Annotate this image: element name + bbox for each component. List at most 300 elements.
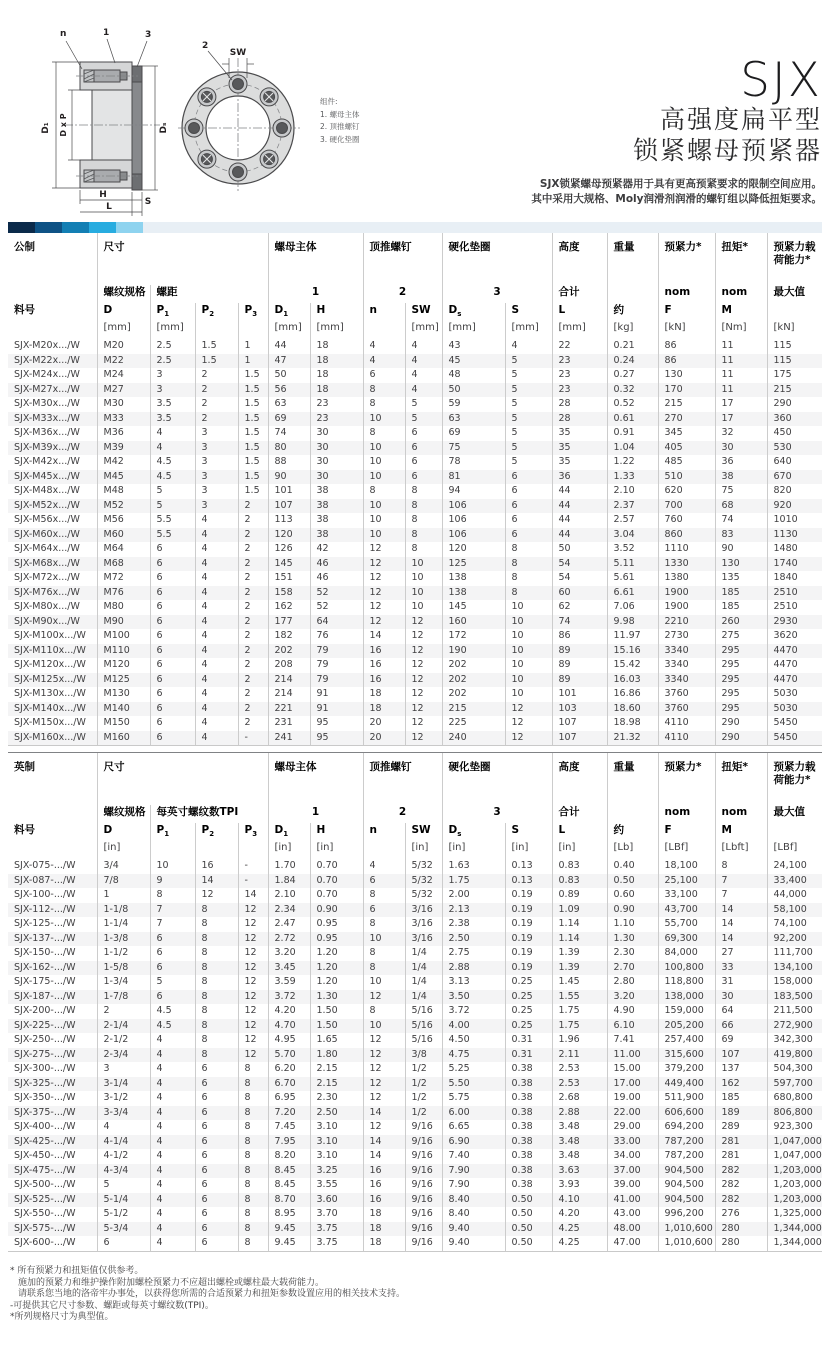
cell: 18 — [310, 368, 363, 383]
cell: 6 — [150, 586, 195, 601]
cell: 14 — [363, 1135, 405, 1150]
cell: 6 — [505, 499, 552, 514]
cell: 4 — [150, 1106, 195, 1121]
cell: 35 — [552, 426, 607, 441]
callout-n-label: n — [60, 29, 67, 39]
cell: 6 — [150, 731, 195, 746]
cell: 159,000 — [658, 1004, 715, 1019]
cell: 670 — [767, 470, 822, 485]
cell: 7.40 — [442, 1149, 505, 1164]
cell: 6 — [363, 903, 405, 918]
cell: 8.45 — [268, 1178, 310, 1193]
cell: 2 — [238, 499, 268, 514]
cell: 12 — [505, 731, 552, 746]
cell: 69 — [268, 412, 310, 427]
header-cell: 螺纹规格 — [97, 805, 150, 823]
cell: 4 — [150, 441, 195, 456]
header-cell — [238, 842, 268, 859]
cell: 8 — [195, 1019, 238, 1034]
table-row — [8, 426, 822, 441]
cell: 2 — [238, 629, 268, 644]
cell: 5.75 — [442, 1091, 505, 1106]
cell: 0.19 — [505, 903, 552, 918]
cell: 16.86 — [607, 687, 658, 702]
cell: 12 — [363, 1048, 405, 1063]
cell: 1380 — [658, 571, 715, 586]
header-cell: 3 — [442, 805, 552, 823]
cell: 787,200 — [658, 1135, 715, 1150]
header-cell: 预紧力* — [658, 233, 715, 285]
cell: 0.40 — [607, 859, 658, 874]
cell: 17.00 — [607, 1077, 658, 1092]
cell: 5-3/4 — [97, 1222, 150, 1237]
cell: 1110 — [658, 542, 715, 557]
table-row — [8, 1106, 822, 1121]
table-row — [8, 1164, 822, 1179]
cell: 0.38 — [505, 1106, 552, 1121]
cell: 8 — [238, 1091, 268, 1106]
cell: 23 — [552, 368, 607, 383]
cell: 8 — [195, 975, 238, 990]
cell: 806,800 — [767, 1106, 822, 1121]
cell: 405 — [658, 441, 715, 456]
cell: 44,000 — [767, 888, 822, 903]
header-cell: 顶推螺钉 — [363, 233, 442, 285]
cell: 18 — [363, 1236, 405, 1251]
header-cell: nom — [715, 805, 767, 823]
header-cell: S — [505, 823, 552, 842]
table-row — [8, 975, 822, 990]
cell: 2 — [238, 557, 268, 572]
cell: 5/32 — [405, 888, 442, 903]
cell: 3.48 — [552, 1120, 607, 1135]
cell: SJX-225-.../W — [14, 1019, 76, 1031]
accent-bar — [8, 222, 822, 233]
cell: 30 — [715, 441, 767, 456]
cell: 1.39 — [552, 946, 607, 961]
cell: 1.65 — [310, 1033, 363, 1048]
cell: 276 — [715, 1207, 767, 1222]
cell: 0.31 — [505, 1033, 552, 1048]
table-row — [8, 644, 822, 659]
cell: 6 — [195, 1062, 238, 1077]
cell: 4.20 — [552, 1207, 607, 1222]
cell: 295 — [715, 702, 767, 717]
cell: 6 — [150, 629, 195, 644]
cell: 90 — [715, 542, 767, 557]
cell: 113 — [268, 513, 310, 528]
spec-table — [8, 753, 822, 1252]
cell: 1480 — [767, 542, 822, 557]
cell: 12 — [363, 1062, 405, 1077]
cell: SJX-162-.../W — [14, 961, 76, 973]
cell: 4470 — [767, 673, 822, 688]
header-cell — [8, 842, 97, 859]
cell: 0.60 — [607, 888, 658, 903]
cell: SJX-075-.../W — [14, 860, 76, 871]
cell: 5/16 — [405, 1019, 442, 1034]
cell: 2.75 — [442, 946, 505, 961]
header-cell: [kg] — [607, 322, 658, 339]
cell: 2.15 — [310, 1077, 363, 1092]
cell: 2 — [238, 600, 268, 615]
header-cell: nom — [658, 805, 715, 823]
cell: 145 — [442, 600, 505, 615]
cell: 760 — [658, 513, 715, 528]
cell: 4 — [363, 339, 405, 354]
cell: 3 — [195, 470, 238, 485]
cell: 14 — [238, 888, 268, 903]
cell: 55,700 — [658, 917, 715, 932]
cell: 3.25 — [310, 1164, 363, 1179]
cell: 4 — [150, 1236, 195, 1251]
cell: M110 — [97, 644, 150, 659]
cell: 4 — [150, 426, 195, 441]
cell: 10 — [405, 571, 442, 586]
cell: 1.30 — [310, 990, 363, 1005]
cell: 7.45 — [268, 1120, 310, 1135]
cell: 4-1/4 — [97, 1135, 150, 1150]
header-cell — [363, 842, 405, 859]
cell: 6.90 — [442, 1135, 505, 1150]
table-row — [8, 1091, 822, 1106]
header-cell: n — [363, 303, 405, 322]
cell: 17 — [715, 412, 767, 427]
table-row — [8, 687, 822, 702]
header-cell: 顶推螺钉 — [363, 753, 442, 805]
cell: 6 — [505, 470, 552, 485]
cell: 3.52 — [607, 542, 658, 557]
cell: 1/4 — [405, 961, 442, 976]
cell: SJX-575-.../W — [14, 1222, 76, 1234]
cell: 33,100 — [658, 888, 715, 903]
accent-bar-segment — [89, 222, 116, 233]
cell: 8.95 — [268, 1207, 310, 1222]
cell: 2.15 — [310, 1062, 363, 1077]
cell: 4 — [150, 1077, 195, 1092]
table-row — [8, 917, 822, 932]
table-row — [8, 455, 822, 470]
cell: 1.5 — [195, 354, 238, 369]
cell: 14 — [363, 1149, 405, 1164]
table-row — [8, 383, 822, 398]
cell: 1/2 — [405, 1077, 442, 1092]
cell: 69 — [715, 1033, 767, 1048]
cell: 6 — [150, 716, 195, 731]
cell: 8 — [505, 542, 552, 557]
cell: 7.06 — [607, 600, 658, 615]
header-cell: 1 — [268, 285, 363, 303]
cell: 1.5 — [238, 470, 268, 485]
cell: 8 — [238, 1062, 268, 1077]
header-cell: [mm] — [442, 322, 505, 339]
cell: SJX-M45x.../W — [14, 470, 80, 482]
cell: 46 — [310, 557, 363, 572]
cell: 16 — [363, 1164, 405, 1179]
cell: 5 — [150, 484, 195, 499]
cell: SJX-M90x.../W — [14, 615, 80, 627]
cell: 107 — [552, 716, 607, 731]
cell: 8 — [363, 426, 405, 441]
cell: 91 — [310, 702, 363, 717]
cell: SJX-125-.../W — [14, 918, 76, 929]
cell: 7.95 — [268, 1135, 310, 1150]
cell: 12 — [363, 1033, 405, 1048]
cell: 41.00 — [607, 1193, 658, 1208]
cell: 4 — [150, 1062, 195, 1077]
cell: 0.95 — [310, 932, 363, 947]
cell: SJX-100-.../W — [14, 889, 76, 900]
cell: 28 — [552, 397, 607, 412]
cell: 18 — [363, 1207, 405, 1222]
header-cell: 合计 — [552, 805, 607, 823]
cell: 94 — [442, 484, 505, 499]
cell: 8 — [238, 1236, 268, 1251]
cell: 5030 — [767, 702, 822, 717]
dim-h-label: H — [99, 190, 107, 200]
cell: 3/4 — [97, 859, 150, 874]
table-row — [8, 859, 822, 874]
cell: 9.40 — [442, 1222, 505, 1237]
header-row — [8, 233, 822, 285]
cell: 6 — [97, 1236, 150, 1251]
footnote-line: * 所有预紧力和扭矩值仅供参考。 — [10, 1266, 144, 1276]
cell: 1.22 — [607, 455, 658, 470]
cell: 47 — [268, 354, 310, 369]
cell: SJX-M42x.../W — [14, 456, 80, 467]
cell: SJX-M60x.../W — [14, 528, 80, 540]
header-cell: 螺母主体 — [268, 233, 363, 285]
header-cell: [mm] — [405, 322, 442, 339]
cell: 1,047,000 — [767, 1149, 822, 1164]
cell: 3.5 — [150, 397, 195, 412]
header-cell: [Lb] — [607, 842, 658, 859]
cell: 6 — [150, 946, 195, 961]
cell: M20 — [97, 339, 150, 354]
cell: 115 — [767, 339, 822, 354]
cell: 75 — [442, 441, 505, 456]
cell: 6 — [195, 1193, 238, 1208]
cell: 920 — [767, 499, 822, 514]
cell: 1 — [238, 339, 268, 354]
cell: 4 — [150, 1164, 195, 1179]
cell: 190 — [442, 644, 505, 659]
cell: 12 — [405, 702, 442, 717]
header-cell — [767, 823, 822, 842]
header-cell — [607, 285, 658, 303]
cell: 3.48 — [552, 1149, 607, 1164]
table-row — [8, 1033, 822, 1048]
cell: SJX-M160x.../W — [8, 731, 97, 746]
cell: 66 — [715, 1019, 767, 1034]
cell: 6 — [150, 615, 195, 630]
cell: 10 — [363, 412, 405, 427]
cell: 7/8 — [97, 874, 150, 889]
cell: 0.52 — [607, 397, 658, 412]
header-cell: 螺距 — [150, 285, 268, 303]
cell: 47.00 — [607, 1236, 658, 1251]
cell: 4 — [195, 629, 238, 644]
cell: 6 — [195, 1077, 238, 1092]
cell: 2 — [238, 716, 268, 731]
cell: 1/4 — [405, 990, 442, 1005]
cell: 138 — [442, 571, 505, 586]
cell: 10 — [363, 513, 405, 528]
header-cell: 高度 — [552, 233, 607, 285]
cell: 2 — [238, 687, 268, 702]
legend-title: 组件: — [320, 97, 338, 106]
cell: 78 — [442, 455, 505, 470]
cell: 111,700 — [767, 946, 822, 961]
callout-1-label: 1 — [103, 28, 110, 38]
cell: 9/16 — [405, 1207, 442, 1222]
cell: 106 — [442, 528, 505, 543]
cell: 2 — [238, 513, 268, 528]
table-row — [8, 586, 822, 601]
table-row — [8, 1207, 822, 1222]
cell: 6 — [195, 1120, 238, 1135]
cell: 3.70 — [310, 1207, 363, 1222]
header-cell: 英制 — [14, 761, 35, 773]
cell: 8 — [238, 1077, 268, 1092]
cell: 5 — [405, 412, 442, 427]
cell: - — [238, 859, 268, 874]
cell: 2 — [238, 615, 268, 630]
cell: SJX-525-.../W — [14, 1193, 76, 1205]
dim-d1-label: D₁ — [41, 122, 51, 134]
cell: 10 — [363, 470, 405, 485]
cell: SJX-M22x.../W — [14, 354, 80, 366]
cell: 1/2 — [405, 1091, 442, 1106]
cell: 820 — [767, 484, 822, 499]
cell: 1.5 — [238, 484, 268, 499]
cell: 5.61 — [607, 571, 658, 586]
cell: 14 — [715, 917, 767, 932]
cell: 6.95 — [268, 1091, 310, 1106]
cell: 2.37 — [607, 499, 658, 514]
cell: 5 — [405, 397, 442, 412]
cell: - — [238, 874, 268, 889]
cell: 8 — [363, 961, 405, 976]
cell: 1/2 — [405, 1062, 442, 1077]
cell: 12 — [363, 990, 405, 1005]
cell: 2-3/4 — [97, 1048, 150, 1063]
table-row — [8, 368, 822, 383]
cell: 2 — [238, 586, 268, 601]
cell: 4110 — [658, 716, 715, 731]
cell: 0.38 — [505, 1149, 552, 1164]
cell: 5/32 — [405, 874, 442, 889]
cell: 0.50 — [505, 1222, 552, 1237]
header-cell: 重量 — [607, 753, 658, 805]
dim-sw-label: SW — [229, 48, 247, 58]
header-cell: 料号 — [14, 824, 35, 836]
cell: 11.97 — [607, 629, 658, 644]
cell: 6.10 — [607, 1019, 658, 1034]
header-cell — [150, 842, 195, 859]
cell: 3-3/4 — [97, 1106, 150, 1121]
cell: 0.70 — [310, 859, 363, 874]
cell: 106 — [442, 513, 505, 528]
cell: 5-1/4 — [97, 1193, 150, 1208]
cell: 6 — [505, 513, 552, 528]
cell: 46 — [310, 571, 363, 586]
cell: 74 — [715, 513, 767, 528]
cell: 1.55 — [552, 990, 607, 1005]
header-cell: $D_1$ — [268, 303, 310, 322]
cell: 0.38 — [505, 1077, 552, 1092]
cell: 83 — [715, 528, 767, 543]
cell: 3 — [150, 383, 195, 398]
cell: 5 — [97, 1178, 150, 1193]
cell: 2.30 — [310, 1091, 363, 1106]
cell: 290 — [767, 397, 822, 412]
accent-bar-segment — [62, 222, 89, 233]
cell: 14 — [195, 874, 238, 889]
cell: 9.98 — [607, 615, 658, 630]
cell: SJX-M68x.../W — [14, 557, 80, 569]
cell: 8 — [405, 484, 442, 499]
cell: 25,100 — [658, 874, 715, 889]
spec-table — [8, 233, 822, 746]
cell: 44 — [268, 339, 310, 354]
cell: 54 — [552, 557, 607, 572]
cell: 1-1/2 — [97, 946, 150, 961]
cell: 8.70 — [268, 1193, 310, 1208]
table-row — [8, 874, 822, 889]
cell: 4470 — [767, 644, 822, 659]
cell: SJX-500-.../W — [14, 1179, 76, 1190]
cell: M160 — [97, 731, 150, 746]
cell: 52 — [310, 586, 363, 601]
cell: 30 — [310, 426, 363, 441]
cell: 449,400 — [658, 1077, 715, 1092]
cell: 62 — [552, 600, 607, 615]
cell: 6 — [195, 1222, 238, 1237]
cell: 1.96 — [552, 1033, 607, 1048]
cell: 107 — [715, 1048, 767, 1063]
header-cell: 螺纹规格 — [97, 285, 150, 303]
cell: M30 — [97, 397, 150, 412]
cell: 4 — [363, 354, 405, 369]
cell: M150 — [97, 716, 150, 731]
cell: 202 — [442, 658, 505, 673]
table-row — [8, 1077, 822, 1092]
cell: 3.55 — [310, 1178, 363, 1193]
cell: 3.75 — [310, 1236, 363, 1251]
cell: 2 — [238, 673, 268, 688]
cell: SJX-M80x.../W — [14, 601, 80, 612]
cell: 29.00 — [607, 1120, 658, 1135]
cell: 6 — [405, 470, 442, 485]
header-cell — [195, 322, 238, 339]
cell: M52 — [97, 499, 150, 514]
cell: 5.5 — [150, 513, 195, 528]
cell: 11 — [715, 383, 767, 398]
cell: SJX-M76x.../W — [14, 586, 80, 598]
washer-shape — [132, 66, 142, 190]
cell: 4 — [150, 1033, 195, 1048]
cell: 2.47 — [268, 917, 310, 932]
dim-ds-label: Dₛ — [159, 122, 169, 134]
header-cell: 重量 — [607, 233, 658, 285]
cell: SJX-M72x.../W — [14, 572, 80, 583]
cell: 4 — [195, 716, 238, 731]
cell: 2.88 — [442, 961, 505, 976]
cell: 12 — [195, 888, 238, 903]
cell: 221 — [268, 702, 310, 717]
product-description-line1: SJX锁紧螺母预紧器用于具有更高预紧要求的限制空间应用。 — [539, 178, 822, 190]
